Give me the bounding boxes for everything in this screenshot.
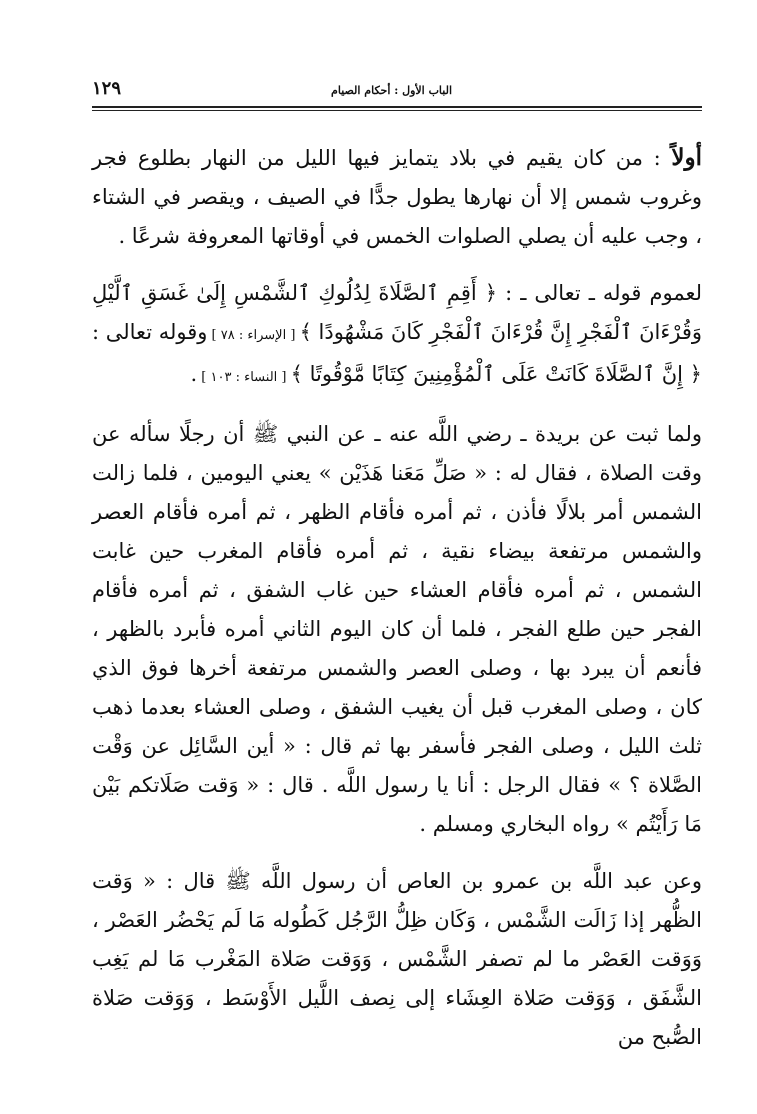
paragraph-abdullah-hadith: وعن عبد اللَّه بن عمرو بن العاص أن رسول اللَّه ﷺ قال : « وَقت الظُّهر إذا زَالَت الشَّمْس ، وَكَان ظِلُّ الرَّجُل كَطُوله مَا لَم يَحْضُر العَصْر ، وَوَقت العَصْر ما لم تصفر الشَّمْس ، وَوَقت صَلاة المَغْرب مَا لم يَغِب الشَّفَق ، وَوَقت صَلاة العِشَاء إلى نِصف اللَّيل الأَوْسَط ، وَوَقت صَلاة الصُّبح من <box>92 869 702 1049</box>
paragraph-evidence-verses <box>92 274 702 397</box>
paragraph-buraydah-hadith: ولما ثبت عن بريدة ـ رضي اللَّه عنه ـ عن النبي ﷺ أن رجلًا سأله عن وقت الصلاة ، فقال له : « صَلِّ مَعَنا هَذَيْن » يعني اليومين ، فلما زالت الشمس أمر بلالًا فأذن ، ثم أمره فأقام الظهر ، ثم أمره فأقام العصر والشمس مرتفعة بيضاء نقية ، ثم أمره فأقام المغرب حين غابت الشمس ، ثم أمره فأقام العشاء حين غاب الشفق ، ثم أمره فأقام الفجر حين طلع الفجر ، فلما أن كان اليوم الثاني أمره فأبرد بالظهر ، فأنعم أن يبرد بها ، وصلى العصر والشمس مرتفعة أخرها فوق الذي كان ، وصلى المغرب قبل أن يغيب الشفق ، وصلى العشاء بعدما ذهب ثلث الليل ، وصلى الفجر فأسفر بها ثم قال : « أين السَّائِل عن وَقْت الصَّلاة ؟ » فقال الرجل : أنا يا رسول اللَّه . قال : « وَقت صَلَاتكم بَيْن مَا رَأَيْتُم » رواه البخاري ومسلم . <box>92 422 702 836</box>
paragraph-text: : من كان يقيم في بلاد يتمايز فيها الليل من النهار بطلوع فجر وغروب شمس إلا أن نهارها يطول جدًّا في الصيف ، ويقصر في الشتاء ، وجب عليه أن يصلي الصلوات الخمس في أوقاتها المعروفة شرعًا . <box>92 146 702 248</box>
quran-verse-isra: ﴿ أَقِمِ ٱلصَّلَاةَ لِدُلُوكِ ٱلشَّمْسِ إِلَىٰ غَسَقِ ٱلَّيْلِ وَقُرْءَانَ ٱلْفَجْرِ إِنَّ قُرْءَانَ ٱلْفَجْرِ كَانَ مَشْهُودًا ﴾ <box>92 281 703 344</box>
evidence-connector: وقوله تعالى : <box>92 320 208 344</box>
evidence-intro: لعموم قوله ـ تعالى ـ : <box>497 281 702 305</box>
paragraph-lead: أولاً <box>671 144 702 171</box>
chapter-title: الباب الأول : أحكام الصيام <box>331 84 452 97</box>
page-body <box>92 108 702 1057</box>
verse-citation-isra: [ الإسراء : ٧٨ ] <box>207 328 300 343</box>
quran-verse-nisa: ﴿ إِنَّ ٱلصَّلَاةَ كَانَتْ عَلَى ٱلْمُؤْمِنِينَ كِتَابًا مَّوْقُوتًا ﴾ <box>290 362 702 386</box>
verse-citation-nisa: [ النساء : ١٠٣ ] <box>197 370 291 385</box>
paragraph-first-ruling <box>92 138 702 256</box>
page-header <box>92 78 702 108</box>
book-page <box>92 78 702 1088</box>
evidence-end: . <box>190 362 198 386</box>
page-number: ١٢٩ <box>92 78 122 99</box>
